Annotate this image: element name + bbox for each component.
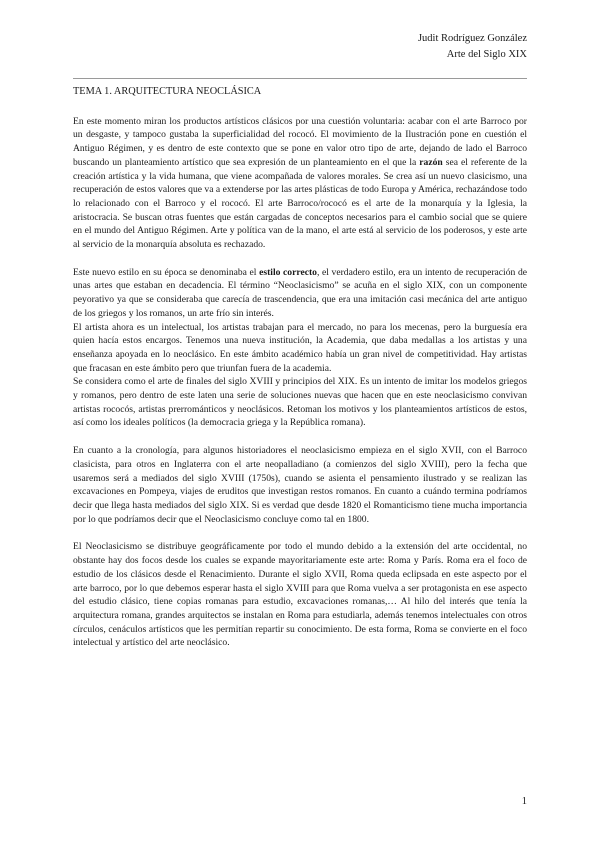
paragraph-6: El Neoclasicismo se distribuye geográficamente por todo el mundo debido a la extensión del arte occidental, no obstante hay dos focos desde los cuales se expande mayoritariamente este arte: Roma y París. Roma era el foco de estudio de los clásicos desde el Renacimiento. Durante el siglo XVII, Roma queda eclipsada en este aspecto por el arte barroco, por lo que debemos esperar hasta el siglo XVIII para que Roma vuelva a ser protagonista en ese aspecto del estudio clásico, tiene copias romanas para estudio, excavaciones romanas,… Al hilo del interés que tenía la arquitectura romana, grandes arquitectos se instalan en Roma para estudiarla, además tenemos intelectuales con otros círculos, cenáculos artísticos que les permitían repartir su conocimiento. De esta forma, Roma se convierte en el foco intelectual y artístico del arte neoclásico. — [73, 541, 527, 649]
paragraph-3: El artista ahora es un intelectual, los artistas trabajan para el mercado, no para los mecenas, pero la burguesía era quien hacía estos encargos. Tenemos una nueva institución, la Academia, que daba medallas a los artistas y una enseñanza apoyada en lo neoclásico. En este ámbito académico había un gran nivel de competitividad. Hay artistas que fracasan en este ámbito pero que triunfan fuera de la academia. — [73, 321, 527, 374]
page-header — [418, 31, 527, 63]
author-name: Judit Rodríguez González — [417, 33, 527, 44]
paragraph-5: En cuanto a la cronología, para algunos historiadores el neoclasicismo empieza en el siglo XVII, con el Barroco clasicista, para otros en Inglaterra con el arte neopalladiano (a comienzos del siglo XVIII), pero la fecha que usaremos será a mediados del siglo XVIII (1750s), cuando se asienta el pensamiento ilustrado y se realizan las excavaciones en Pompeya, viajes de eruditos que investigan restos romanos. En cuanto a cuándo termina podríamos decir que llega hasta mediados del siglo XIX. Si es verdad que desde 1820 el Romanticismo tiene mucha importancia por lo que podríamos decir que el Neoclasicismo concluye como tal en 1800. — [73, 445, 527, 525]
p2-bold-term: estilo correcto — [259, 266, 317, 278]
page-number: 1 — [521, 796, 527, 807]
header-divider — [73, 78, 527, 79]
p1-text-c: sea el referente de la creación artística y la vida humana, que viene acompañada de valores morales. Se crea así un nuevo clasicismo, una recuperación de estos valores que va a extenderse por las artes plásticas de todo Europa y América, rechazándose todo lo relacionado con el Barroco y el rococó. El arte Barroco/rococó es el arte de la monarquía y la Iglesia, la aristocracia. Se buscan otras fuentes que están cargadas de conceptos necesarios para el cambio social que se quiere en el mundo del Antiguo Régimen. Arte y política van de la mano, el arte está al servicio de los poderosos, y este arte al servicio de la monarquía absoluta es rechazado. — [73, 156, 527, 251]
p2-text-c: , el verdadero estilo, era un intento de recuperación de unas artes que estaban en decadencia. El término “Neoclasicismo” se acuña en el siglo XIX, con un componente peyorativo ya que se consideraba que carecía de trascendencia, que era una imitación casi mecánica del arte antiguo de los griegos y los romanos, un arte frío sin interés. — [73, 266, 527, 319]
p2-text-a: Este nuevo estilo en su época se denominaba el — [73, 266, 260, 278]
paragraph-1 — [73, 115, 527, 252]
p1-text-a: En este momento miran los productos artísticos clásicos por una cuestión voluntaria: acabar con el arte Barroco por un desgaste, y tampoco gustaba la superficialidad del rococó. El movimiento de la Ilustración pone en cuestión el Antiguo Régimen, y es dentro de este contexto que se pone en valor otro tipo de arte, dejando de lado el Barroco buscando un planteamiento artístico que sea expresión de un planteamiento en el que la — [73, 115, 527, 168]
paragraph-2 — [73, 266, 527, 321]
p1-bold-term: razón — [419, 156, 443, 168]
course-name: Arte del Siglo XIX — [446, 49, 527, 60]
document-title: TEMA 1. ARQUITECTURA NEOCLÁSICA — [73, 86, 262, 97]
paragraph-4: Se considera como el arte de finales del siglo XVIII y principios del XIX. Es un intento de imitar los modelos griegos y romanos, pero dentro de este laten una serie de soluciones nuevas que hacen que en este neoclasicismo convivan artistas rococós, artistas prerrománticos y neoclásicos. Retoman los motivos y los planteamientos artísticos de estos, así como los ideales políticos (la democracia griega y la República romana). — [73, 376, 527, 429]
document-body — [73, 85, 527, 650]
